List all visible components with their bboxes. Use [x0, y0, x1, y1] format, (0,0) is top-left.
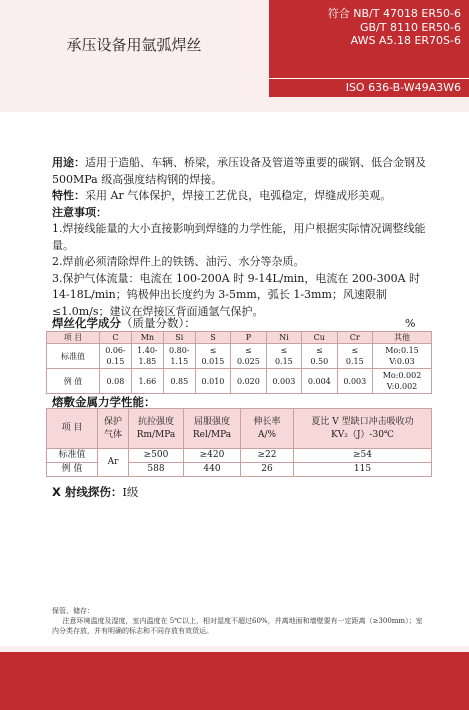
note-item: 2.焊前必须清除焊件上的铁锈、油污、水分等杂质。 — [52, 255, 305, 268]
storage-text: 注意环境温度及湿度，室内温度在 5℃以上，相对湿度不超过60%，并离地面和墙壁要有一定距离（≥300mm）；室内分类存放，并有明确的标志和不同存放有效货运。 — [52, 617, 423, 635]
table-header-row — [47, 409, 432, 449]
table-header-cell: 保护 气体 — [98, 409, 129, 449]
table-header-cell: C — [100, 332, 132, 344]
table-cell: 440 — [184, 463, 241, 477]
storage-block — [52, 606, 427, 636]
row-label: 标准值 — [47, 449, 98, 463]
table-header-cell: 项 目 — [47, 409, 98, 449]
chem-table — [46, 331, 432, 394]
table-cell: 0.08 — [100, 369, 132, 394]
standards-box — [269, 0, 469, 78]
table-cell: 0.003 — [266, 369, 301, 394]
features-paragraph — [52, 188, 430, 205]
xray-label: X 射线探伤： — [52, 485, 123, 499]
standard-line: 符合 NB/T 47018 ER50-6 — [327, 7, 461, 20]
usage-text: 适用于造船、车辆、桥梁，承压设备及管道等重要的碳钢、低合金钢及 500MPa 级高强度结构钢的焊接。 — [52, 156, 426, 186]
table-cell: 0.85 — [163, 369, 195, 394]
table-cell: ≤ 0.15 — [337, 344, 372, 369]
table-cell: 26 — [241, 463, 294, 477]
chem-subtitle: （质量分数）： — [121, 316, 196, 330]
chem-section-title — [52, 315, 196, 331]
table-cell: ≥54 — [294, 449, 432, 463]
table-header-cell: Ni — [266, 332, 301, 344]
features-label: 特性： — [52, 189, 85, 202]
chem-title: 焊丝化学成分 — [52, 316, 121, 330]
table-header-cell: 屈服强度 Rel/MPa — [184, 409, 241, 449]
standard-line: GB/T 8110 ER50-6 — [359, 20, 461, 34]
product-title: 承压设备用氩弧焊丝 — [66, 36, 202, 54]
standard-line: AWS A5.18 ER70S-6 — [350, 34, 461, 47]
table-cell: ≤ 0.015 — [195, 344, 230, 369]
table-row — [47, 344, 432, 369]
note-item: 1.焊接线能量的大小直接影响到焊缝的力学性能，用户根据实际情况调整线能量。 — [52, 222, 426, 252]
table-row — [47, 449, 432, 463]
table-header-cell: 其他 — [373, 332, 432, 344]
table-cell: 0.004 — [302, 369, 337, 394]
iso-standard: ISO 636-B-W49A3W6 — [269, 78, 469, 97]
table-header-cell: Si — [163, 332, 195, 344]
row-label: 标准值 — [47, 344, 100, 369]
chem-unit: % — [405, 317, 416, 330]
row-label: 例 值 — [47, 369, 100, 394]
xray-line — [52, 484, 138, 500]
table-header-cell: Mn — [131, 332, 163, 344]
description-block — [52, 155, 430, 320]
usage-label: 用途： — [52, 156, 85, 169]
table-cell: 0.003 — [337, 369, 372, 394]
table-header-cell: S — [195, 332, 230, 344]
notes-label: 注意事项： — [52, 205, 107, 219]
table-cell: ≤ 0.15 — [266, 344, 301, 369]
table-cell: 1.66 — [131, 369, 163, 394]
table-header-cell: 项 目 — [47, 332, 100, 344]
table-header-row — [47, 332, 432, 344]
table-cell: 588 — [129, 463, 184, 477]
features-text: 采用 Ar 气体保护，焊接工艺优良，电弧稳定，焊缝成形美观。 — [85, 189, 392, 202]
table-header-cell: 抗拉强度 Rm/MPa — [129, 409, 184, 449]
table-row — [47, 369, 432, 394]
table-cell: 0.020 — [231, 369, 266, 394]
table-cell: ≥420 — [184, 449, 241, 463]
table-cell: ≤ 0.025 — [231, 344, 266, 369]
table-cell: Mo:0.002 V:0.002 — [373, 369, 432, 394]
table-cell: 0.06- 0.15 — [100, 344, 132, 369]
table-cell: Mo:0.15 V:0.03 — [373, 344, 432, 369]
mech-table — [46, 408, 432, 477]
row-label: 例 值 — [47, 463, 98, 477]
table-cell: 0.80- 1.15 — [163, 344, 195, 369]
table-cell: 115 — [294, 463, 432, 477]
storage-label: 保管、储存： — [52, 607, 94, 615]
table-cell: ≥22 — [241, 449, 294, 463]
gas-cell: Ar — [98, 449, 129, 477]
table-header-cell: Cu — [302, 332, 337, 344]
table-header-cell: Cr — [337, 332, 372, 344]
table-cell: ≥500 — [129, 449, 184, 463]
table-cell: 1.40- 1.85 — [131, 344, 163, 369]
table-cell: ≤ 0.50 — [302, 344, 337, 369]
xray-value: Ⅰ级 — [122, 485, 139, 499]
table-header-cell: P — [231, 332, 266, 344]
usage-paragraph — [52, 155, 430, 188]
note-item: 3.保护气体流量：电流在 100-200A 时 9-14L/min，电流在 200-300A 时 14-18L/min；钨极伸出长度约为 3-5mm，弧长 1-3mm；风速限制≤1.0m/s；建议在焊接区背面通氩气保护。 — [52, 271, 421, 318]
table-cell: 0.010 — [195, 369, 230, 394]
table-header-cell: 伸长率 A/% — [241, 409, 294, 449]
footer-band — [0, 652, 469, 710]
table-header-cell: 夏比 V 型缺口冲击吸收功 KV₂（J）-30℃ — [294, 409, 432, 449]
mech-section-title: 熔敷金属力学性能： — [52, 395, 156, 409]
